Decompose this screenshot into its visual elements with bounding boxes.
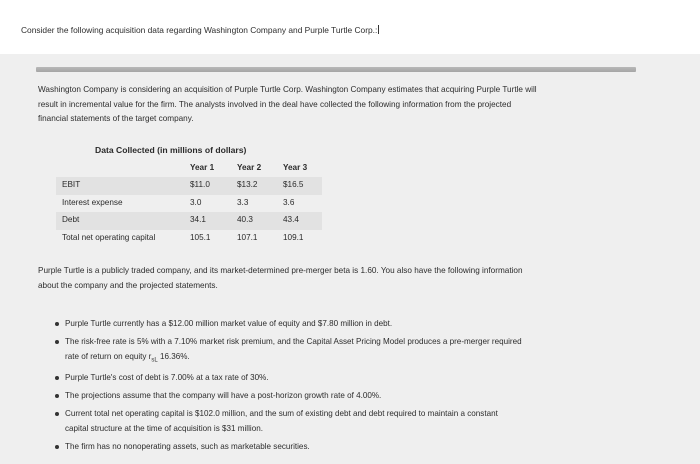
- table-cell: 107.1: [237, 232, 258, 242]
- row-label: Interest expense: [62, 197, 123, 207]
- table-cell: 3.3: [237, 197, 249, 207]
- bullet-icon: [55, 445, 59, 449]
- text-cursor: [378, 25, 379, 34]
- bullet-icon: [55, 376, 59, 380]
- table-row: [56, 195, 322, 213]
- bullet-icon: [55, 394, 59, 398]
- table-cell: 3.6: [283, 197, 295, 207]
- bullet-icon: [55, 322, 59, 326]
- question-header: [0, 0, 700, 54]
- table-cell: 34.1: [190, 215, 206, 224]
- table-title: Data Collected (in millions of dollars): [95, 145, 247, 155]
- table-cell: $11.0: [190, 180, 210, 189]
- header-year-1: Year 1: [190, 163, 215, 172]
- table-cell: 105.1: [190, 232, 211, 242]
- table-cell: 109.1: [283, 232, 304, 242]
- table-cell: 3.0: [190, 197, 202, 207]
- bullet-icon: [55, 340, 59, 344]
- list-item: The projections assume that the company will have a post-horizon growth rate of 4.00%.: [55, 389, 665, 404]
- table-cell: $13.2: [237, 180, 258, 189]
- bullet-icon: [55, 412, 59, 416]
- list-item: The risk-free rate is 5% with a 7.10% market risk premium, and the Capital Asset Pricing Model produces a pre-merger required rate of return on equity $r_{sL}$ 16.36%.: [55, 335, 665, 368]
- beta-paragraph: Purple Turtle is a publicly traded company, and its market-determined pre-merger beta is 1.60. You also have the following information about the company and the projected statements.: [38, 266, 523, 290]
- table-row: [56, 212, 322, 230]
- table-cell: 40.3: [237, 215, 253, 224]
- list-item: Current total net operating capital is $102.0 million, and the sum of existing debt and debt required to maintain a constant capital structure at the time of acquisition is $31 million.: [55, 407, 665, 436]
- table-cell: $16.5: [283, 180, 304, 189]
- row-label: Total net operating capital: [62, 232, 156, 242]
- section-divider: [36, 67, 636, 72]
- header-year-3: Year 3: [283, 163, 308, 172]
- intro-paragraph: Washington Company is considering an acquisition of Purple Turtle Corp. Washington Company estimates that acquiring Purple Turtle will result in incremental value for the firm. The analysts involved in the deal have collected the following information from the projected financial statements of the target company.: [38, 85, 537, 123]
- table-row: [56, 177, 322, 195]
- data-table: [56, 161, 322, 247]
- list-item: Purple Turtle currently has a $12.00 million market value of equity and $7.80 million in debt.: [55, 317, 665, 332]
- question-text: Consider the following acquisition data regarding Washington Company and Purple Turtle Corp.:: [21, 25, 378, 35]
- header-year-2: Year 2: [237, 163, 262, 172]
- table-header-row: [56, 161, 322, 177]
- row-label: EBIT: [62, 180, 81, 189]
- table-row: [56, 230, 322, 248]
- row-label: Debt: [62, 215, 80, 224]
- table-cell: 43.4: [283, 215, 299, 224]
- list-item: Purple Turtle's cost of debt is 7.00% at a tax rate of 30%.: [55, 371, 665, 386]
- assumption-list: [55, 317, 665, 458]
- list-item: The firm has no nonoperating assets, such as marketable securities.: [55, 440, 665, 455]
